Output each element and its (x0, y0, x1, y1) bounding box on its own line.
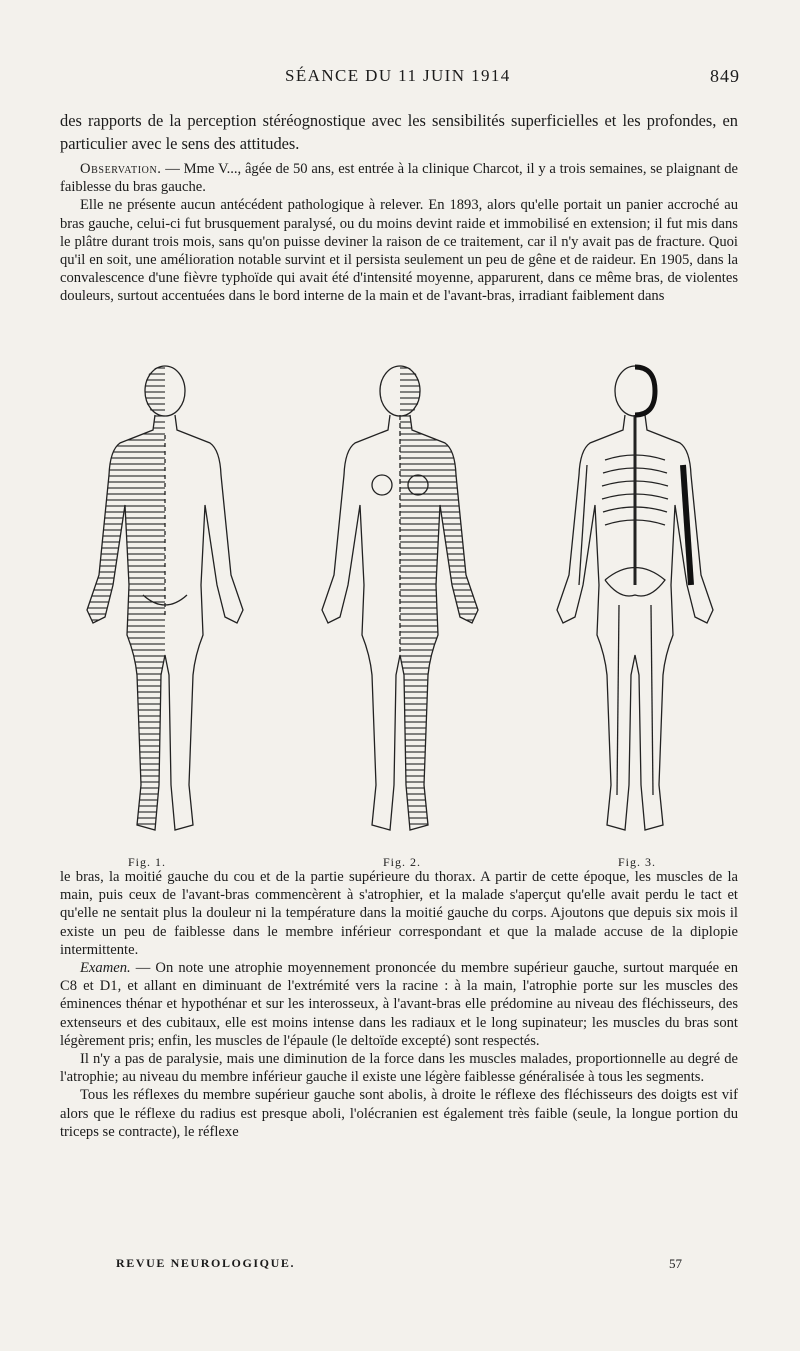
figure-1-back-view (65, 355, 265, 850)
figure-2-front-view (300, 355, 500, 850)
continuation-section (60, 868, 738, 1141)
history-paragraph: Elle ne présente aucun antécédent pathologique à relever. En 1893, alors qu'elle portait un panier accroché au bras gauche, celui-ci fut brusquement paralysé, ou du moins devint raide et immobilisé en extension; il fut mis dans le plâtre durant trois mois, sans qu'on puisse deviner la raison de ce traitement, car il n'y avait pas de fracture. Quoi qu'il en soit, une amélioration notable survint et il persista seulement un peu de gêne et de raideur. En 1905, dans la convalescence d'une fièvre typhoïde qui avait été d'intensité moyenne, apparurent, dans ce même bras, de violentes douleurs, surtout accentuées dans le bord interne de la main et de l'avant-bras, irradiant faiblement dans (60, 197, 738, 305)
observation-paragraph (60, 160, 738, 196)
journal-name: REVUE NEUROLOGIQUE. (116, 1256, 296, 1270)
observation-text: — Mme V..., âgée de 50 ans, est entrée à la clinique Charcot, il y a trois semaines, se plaignant de faiblesse du bras gauche. (60, 161, 738, 196)
signature-mark: 57 (669, 1256, 682, 1271)
examination-label: Examen. (80, 960, 131, 977)
examination-text: — On note une atrophie moyennement prononcée du membre supérieur gauche, surtout marquée en C8 et D1, et allant en diminuant de l'extrémité vers la racine : à la main, l'atrophie porte sur les muscles des éminences thénar et hypothénar et sur les interosseux, à l'avant-bras elle prédomine au niveau des fléchisseurs, des extenseurs et des cubitaux, elle est moins intense dans les radiaux et le long supinateur; les muscles du bras sont légèrement pris; enfin, les muscles de l'épaule (le deltoïde excepté) sont respectés. (60, 960, 738, 1049)
figure-3-skeleton-view (535, 355, 735, 850)
observation-section (60, 160, 738, 306)
figure-1-caption: Fig. 1. (128, 855, 167, 869)
page-number: 849 (710, 66, 740, 86)
intro-paragraph (60, 109, 738, 155)
continuation-paragraph: le bras, la moitié gauche du cou et de la partie supérieure du thorax. A partir de cette époque, les muscles de la main, puis ceux de l'avant-bras commencèrent à s'atrophier, et la malade s'aperçut qu'elle avait perdu le tact et qu'elle ne sentait plus la douleur ni la température dans la moitié gauche du corps. Ajoutons que depuis six mois il existe un peu de faiblesse dans le membre inférieur correspondant et que la malade accuse de la diplopie intermittente. (60, 869, 738, 958)
intro-text: des rapports de la perception stéréognostique avec les sensibilités superficielles et les profondes, en particulier avec le sens des attitudes. (60, 111, 738, 153)
running-title: SÉANCE DU 11 JUIN 1914 (285, 66, 511, 85)
examination-paragraph (60, 959, 738, 1050)
reflexes-paragraph: Tous les réflexes du membre supérieur gauche sont abolis, à droite le réflexe des fléchisseurs des doigts est vif alors que le réflexe du radius est presque aboli, l'olécranien est également très faible (seule, la longue portion du triceps se contracte), le réflexe (60, 1087, 738, 1140)
figures-plate (50, 355, 750, 875)
page-header (60, 66, 740, 90)
paralysis-paragraph: Il n'y a pas de paralysie, mais une diminution de la force dans les muscles malades, proportionnelle au degré de l'atrophie; au niveau du membre inférieur gauche il existe une légère faiblesse généralisée à tous les segments. (60, 1051, 738, 1086)
figure-2-caption: Fig. 2. (383, 855, 422, 869)
observation-label: Observation. (80, 161, 162, 177)
page-footer (116, 1256, 682, 1271)
figure-3-caption: Fig. 3. (618, 855, 657, 869)
